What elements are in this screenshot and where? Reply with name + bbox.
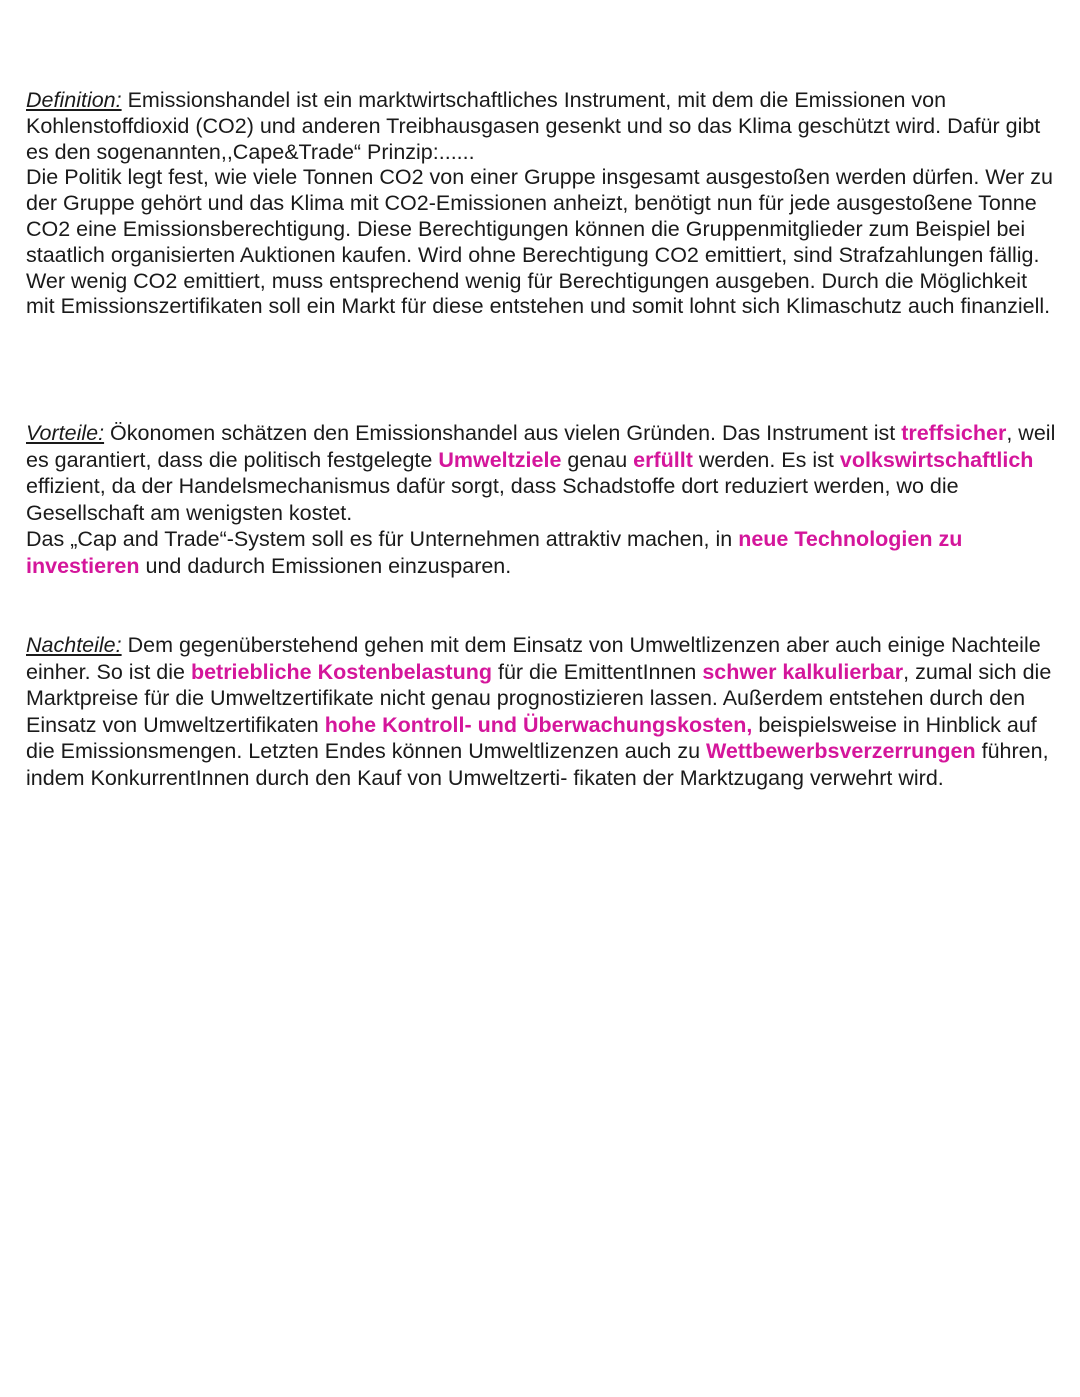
- vorteile-text-4: werden. Es ist: [692, 447, 840, 472]
- nachteile-section: [26, 632, 1056, 791]
- definition-paragraph-1: [26, 88, 1056, 165]
- vorteile-text-7: und dadurch Emissionen einzusparen.: [139, 553, 512, 578]
- highlight-schwer-kalkulierbar: schwer kalkulierbar: [702, 659, 904, 684]
- nachteile-text-3: , zumal sich die Marktpreise für die Umweltzertifikate nicht genau prognostizieren lassen. Außerdem entstehen durch den Einsatz von Umweltzertifikaten: [26, 659, 1052, 737]
- highlight-erfuellt: erfüllt: [633, 447, 693, 472]
- highlight-treffsicher: treffsicher: [901, 421, 1007, 445]
- vorteile-paragraph-2: [26, 526, 1056, 579]
- nachteile-text-1: Dem gegenüberstehend gehen mit dem Einsatz von Umweltlizenzen aber auch einige Nachteile einher. So ist die: [26, 633, 1041, 684]
- vorteile-text-3: genau: [561, 447, 634, 472]
- nachteile-text-5: führen, indem KonkurrentInnen durch den Kauf von Umweltzerti- fikaten der Marktzugang verwehrt wird.: [26, 739, 1049, 790]
- vorteile-section: [26, 420, 1056, 579]
- definition-text-1: Emissionshandel ist ein marktwirtschaftliches Instrument, mit dem die Emissionen von Kohlenstoffdioxid (CO2) und anderen Treibhausgasen gesenkt und so das Klima geschützt wird. Dafür gibt es den sogenannten,,Cape&Trade“ Prinzip:......: [26, 88, 1041, 164]
- vorteile-text-6: Das „Cap and Trade“-System soll es für Unternehmen attraktiv machen, in: [26, 527, 739, 551]
- highlight-kontrollkosten: hohe Kontroll- und Überwachungskosten,: [324, 712, 753, 737]
- highlight-neue-technologien: neue Technologien zu investieren: [26, 527, 963, 578]
- definition-section: [26, 88, 1056, 320]
- highlight-wettbewerbsverzerrungen: Wettbewerbsverzerrungen: [706, 739, 976, 763]
- nachteile-heading: Nachteile:: [26, 633, 122, 657]
- nachteile-paragraph: [26, 632, 1056, 791]
- highlight-umweltziele: Umweltziele: [438, 447, 562, 472]
- vorteile-text-5: effizient, da der Handelsmechanismus dafür sorgt, dass Schadstoffe dort reduziert werden, wo die Gesellschaft am wenigsten kostet.: [26, 474, 959, 525]
- definition-heading: Definition:: [26, 88, 122, 112]
- vorteile-text-2: , weil es garantiert, dass die politisch festgelegte: [26, 421, 1056, 472]
- nachteile-text-2: für die EmittentInnen: [492, 659, 703, 684]
- highlight-volkswirtschaftlich: volkswirtschaftlich: [839, 447, 1034, 472]
- vorteile-heading: Vorteile:: [26, 421, 105, 445]
- highlight-kostenbelastung: betriebliche Kostenbelastung: [190, 659, 492, 684]
- definition-paragraph-2: Die Politik legt fest, wie viele Tonnen CO2 von einer Gruppe insgesamt ausgestoßen werden dürfen. Wer zu der Gruppe gehört und das Klima mit CO2-Emissionen anheizt, benötigt nun für jede ausgestoßene Tonne CO2 eine Emissionsberechtigung. Diese Berechtigungen können die Gruppenmitglieder zum Beispiel bei staatlich organisierten Auktionen kaufen. Wird ohne Berechtigung CO2 emittiert, sind Strafzahlungen fällig. Wer wenig CO2 emittiert, muss entsprechend wenig für Berechtigungen ausgeben. Durch die Möglichkeit mit Emissionszertifikaten soll ein Markt für diese entstehen und somit lohnt sich Klimaschutz auch finanziell.: [26, 165, 1053, 319]
- vorteile-paragraph-1: [26, 420, 1056, 526]
- vorteile-text-1: Ökonomen schätzen den Emissionshandel aus vielen Gründen. Das Instrument ist: [104, 421, 902, 445]
- nachteile-text-4: beispielsweise in Hinblick auf die Emissionsmengen. Letzten Endes können Umweltlizenzen auch zu: [26, 712, 1037, 763]
